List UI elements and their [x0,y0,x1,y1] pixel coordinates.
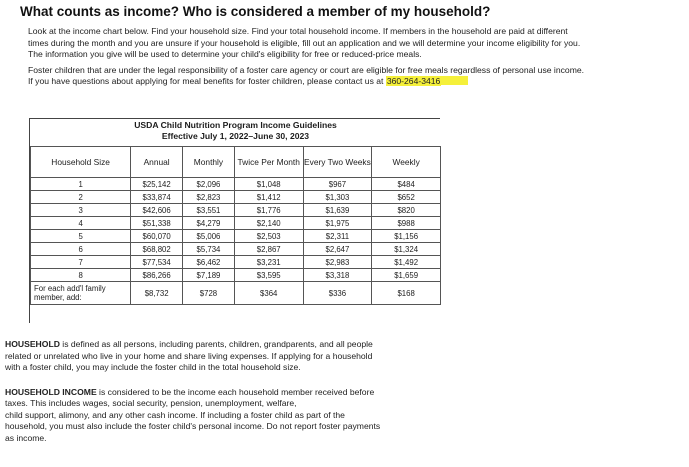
table-row [31,178,441,191]
table-row [31,204,441,217]
cell-two-weeks: $2,647 [303,243,372,256]
cell-twice: $3,595 [234,269,303,282]
household-definition [5,339,445,351]
cell-monthly: $5,734 [183,243,235,256]
cell-twice: $2,867 [234,243,303,256]
income-text: is considered to be the income each household member received before [96,386,375,397]
chart-title: USDA Child Nutrition Program Income Guidelines [134,120,337,130]
table-header-row [31,147,441,178]
table-row [31,230,441,243]
table-row [31,191,441,204]
definitions-section [5,339,445,444]
cell-monthly: $728 [183,282,235,305]
phone-number[interactable]: 360-264-3416 [386,76,441,86]
cell-weekly: $484 [372,178,441,191]
foster-line: Foster children that are under the legal responsibility of a foster care agency or court are eligible for free meals regardless of personal use income. [28,64,585,75]
cell-weekly: $1,156 [372,230,441,243]
cell-size: 8 [31,269,131,282]
cell-weekly: $168 [372,282,441,305]
cell-two-weeks: $2,983 [303,256,372,269]
cell-two-weeks: $1,975 [303,217,372,230]
foster-contact-text: If you have questions about applying for meal benefits for foster children, please contact us at [28,76,384,86]
intro-line: times during the month and you are unsure if your household is eligible, fill out an application and we will determine your income eligibility for you. [28,37,581,48]
cell-size: 7 [31,256,131,269]
household-term: HOUSEHOLD [5,339,60,349]
header-monthly: Monthly [183,147,235,178]
cell-size: 1 [31,178,131,191]
income-term: HOUSEHOLD INCOME [5,386,97,397]
foster-contact-line [28,76,678,88]
chart-title-block [30,119,441,142]
cell-weekly: $820 [372,204,441,217]
cell-twice: $1,048 [234,178,303,191]
cell-annual: $25,142 [131,178,183,191]
cell-annual: $33,874 [131,191,183,204]
cell-two-weeks: $1,639 [303,204,372,217]
cell-two-weeks: $967 [303,178,372,191]
header-every-two-weeks: Every Two Weeks [303,147,372,178]
cell-weekly: $652 [372,191,441,204]
income-definition-line: taxes. This includes wages, social security, pension, unemployment, welfare, [5,398,297,408]
cell-weekly: $1,492 [372,256,441,269]
cell-size: 3 [31,204,131,217]
income-guidelines-chart [29,118,440,323]
cell-monthly: $6,462 [183,256,235,269]
table-row [31,217,441,230]
intro-line: Look at the income chart below. Find your household size. Find your total household income. If members in the household are paid at different [28,26,568,36]
cell-weekly: $1,324 [372,243,441,256]
header-weekly: Weekly [372,147,441,178]
cell-annual: $42,606 [131,204,183,217]
cell-weekly: $988 [372,217,441,230]
intro-section [28,26,678,88]
table-row [31,269,441,282]
cell-twice: $364 [234,282,303,305]
income-definition [5,387,445,399]
cell-monthly: $5,006 [183,230,235,243]
cell-annual: $8,732 [131,282,183,305]
cell-twice: $2,140 [234,217,303,230]
table-row [31,256,441,269]
household-definition-line: with a foster child, you may include the foster child in the total household size. [5,362,301,372]
household-definition-line: related or unrelated who live in your home and share living expenses. If applying for a household [5,350,373,361]
table-row-additional [31,282,441,305]
cell-two-weeks: $1,303 [303,191,372,204]
cell-annual: $77,534 [131,256,183,269]
cell-annual: $51,338 [131,217,183,230]
cell-weekly: $1,659 [372,269,441,282]
table-body [31,178,441,305]
chart-subtitle: Effective July 1, 2022–June 30, 2023 [161,131,310,141]
header-household-size: Household Size [31,147,131,178]
cell-monthly: $7,189 [183,269,235,282]
intro-line: The information you give will be used to determine your child's eligibility for free or reduced-price meals. [28,49,422,59]
cell-two-weeks: $3,318 [303,269,372,282]
income-definition-line: as income. [5,432,47,443]
cell-size: 6 [31,243,131,256]
highlight-tail [440,76,468,85]
cell-size: 4 [31,217,131,230]
cell-twice: $3,231 [234,256,303,269]
cell-annual: $68,802 [131,243,183,256]
cell-monthly: $4,279 [183,217,235,230]
cell-annual: $86,266 [131,269,183,282]
cell-annual: $60,070 [131,230,183,243]
cell-monthly: $3,551 [183,204,235,217]
cell-twice: $1,776 [234,204,303,217]
table-row [31,243,441,256]
cell-size: 2 [31,191,131,204]
cell-size: 5 [31,230,131,243]
cell-monthly: $2,823 [183,191,235,204]
cell-monthly: $2,096 [183,178,235,191]
page-heading: What counts as income? Who is considered a member of my household? [20,4,491,19]
cell-twice: $2,503 [234,230,303,243]
cell-two-weeks: $2,311 [303,230,372,243]
cell-twice: $1,412 [234,191,303,204]
header-twice-per-month: Twice Per Month [234,147,303,178]
cell-two-weeks: $336 [303,282,372,305]
header-annual: Annual [131,147,183,178]
cell-additional-label: For each add'l family member, add: [31,282,131,305]
household-text: is defined as all persons, including parents, children, grandparents, and all people [59,339,373,349]
income-definition-line: household, you must also include the foster child's personal income. Do not report foster payments [5,421,381,431]
income-table [30,146,441,305]
income-definition-line: child support, alimony, and any other cash income. If including a foster child as part of the [5,409,345,420]
